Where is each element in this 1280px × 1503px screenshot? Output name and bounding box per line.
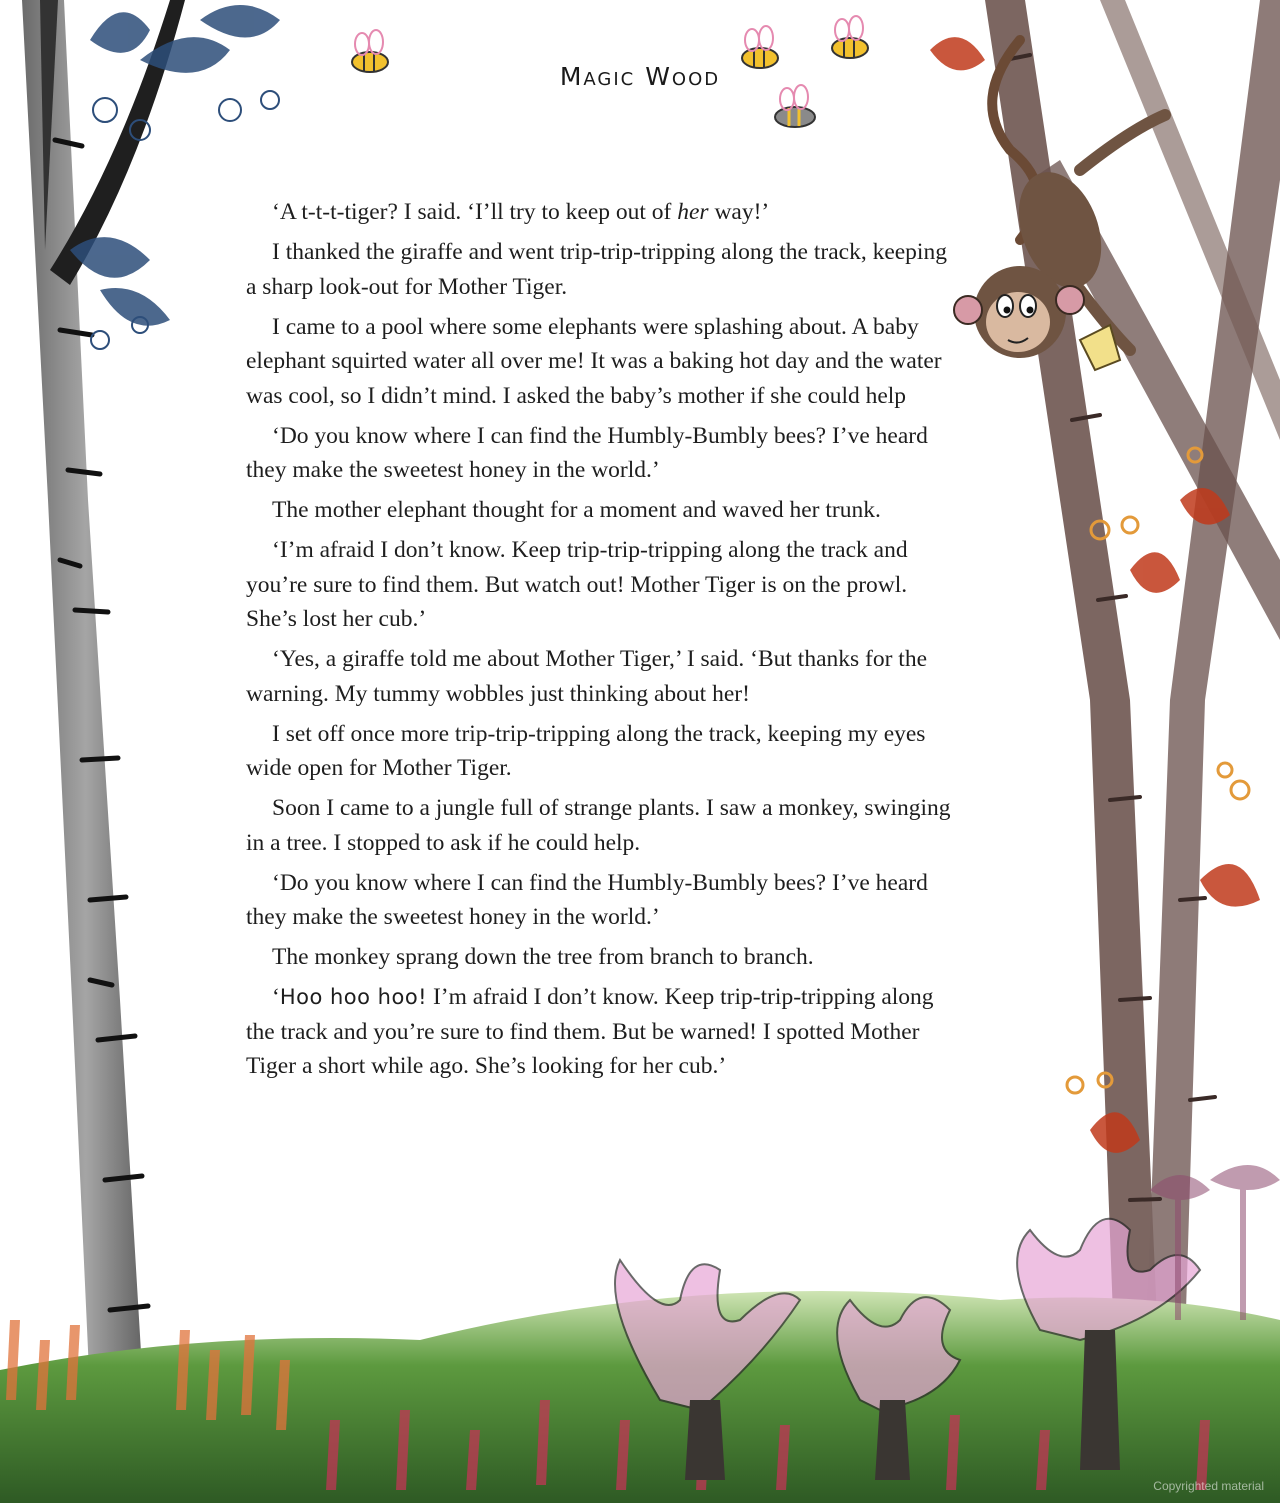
story-paragraph [246,791,951,860]
story-paragraph [246,235,951,304]
paragraph-text: I’m afraid I don’t know. Keep trip-trip-tripping along the track and you’re sure to find them. But be warned! I spotted Mother Tiger a short while ago. She’s looking for her cub.’ [246,984,934,1079]
handwritten-text: Hoo hoo hoo! [279,985,428,1009]
paragraph-text: ‘ [272,984,280,1010]
story-paragraph [246,642,951,711]
story-text [246,195,951,1089]
story-paragraph [246,866,951,935]
paragraph-text: The mother elephant thought for a moment and waved her trunk. [272,497,881,523]
story-paragraph [246,980,951,1084]
story-paragraph [246,310,951,414]
copyright-watermark: Copyrighted material [1153,1479,1264,1493]
paragraph-text: way!’ [708,199,770,225]
story-paragraph [246,493,951,528]
grass-ground [0,1165,1280,1503]
story-paragraph [246,533,951,637]
paragraph-text: ‘A t-t-t-tiger? I said. ‘I’ll try to keep out of [272,199,678,225]
page-title: Magic Wood [559,62,721,91]
paragraph-text: I set off once more trip-trip-tripping along the track, keeping my eyes wide open for Mother Tiger. [246,720,926,781]
story-paragraph [246,717,951,786]
story-paragraph [246,195,951,230]
paragraph-text: I thanked the giraffe and went trip-trip-tripping along the track, keeping a sharp look-out for Mother Tiger. [246,239,947,300]
paragraph-text: ‘Yes, a giraffe told me about Mother Tiger,’ I said. ‘But thanks for the warning. My tummy wobbles just thinking about her! [246,646,928,707]
paragraph-text: ‘Do you know where I can find the Humbly-Bumbly bees? I’ve heard they make the sweetest honey in the world.’ [246,869,928,930]
story-paragraph [246,940,951,975]
story-paragraph [246,419,951,488]
left-tree [22,0,280,1503]
paragraph-text: ‘Do you know where I can find the Humbly-Bumbly bees? I’ve heard they make the sweetest honey in the world.’ [246,422,928,483]
emphasis-text: her [677,199,709,225]
paragraph-text: The monkey sprang down the tree from branch to branch. [272,944,814,970]
paragraph-text: Soon I came to a jungle full of strange plants. I saw a monkey, swinging in a tree. I stopped to ask if he could help. [246,795,951,856]
paragraph-text: ‘I’m afraid I don’t know. Keep trip-trip-tripping along the track and you’re sure to find them. But watch out! Mother Tiger is on the prowl. She’s lost her cub.’ [246,537,908,632]
paragraph-text: I came to a pool where some elephants were splashing about. A baby elephant squirted water all over me! It was a baking hot day and the water was cool, so I didn’t mind. I asked the baby’s mother if she could help [246,313,942,409]
